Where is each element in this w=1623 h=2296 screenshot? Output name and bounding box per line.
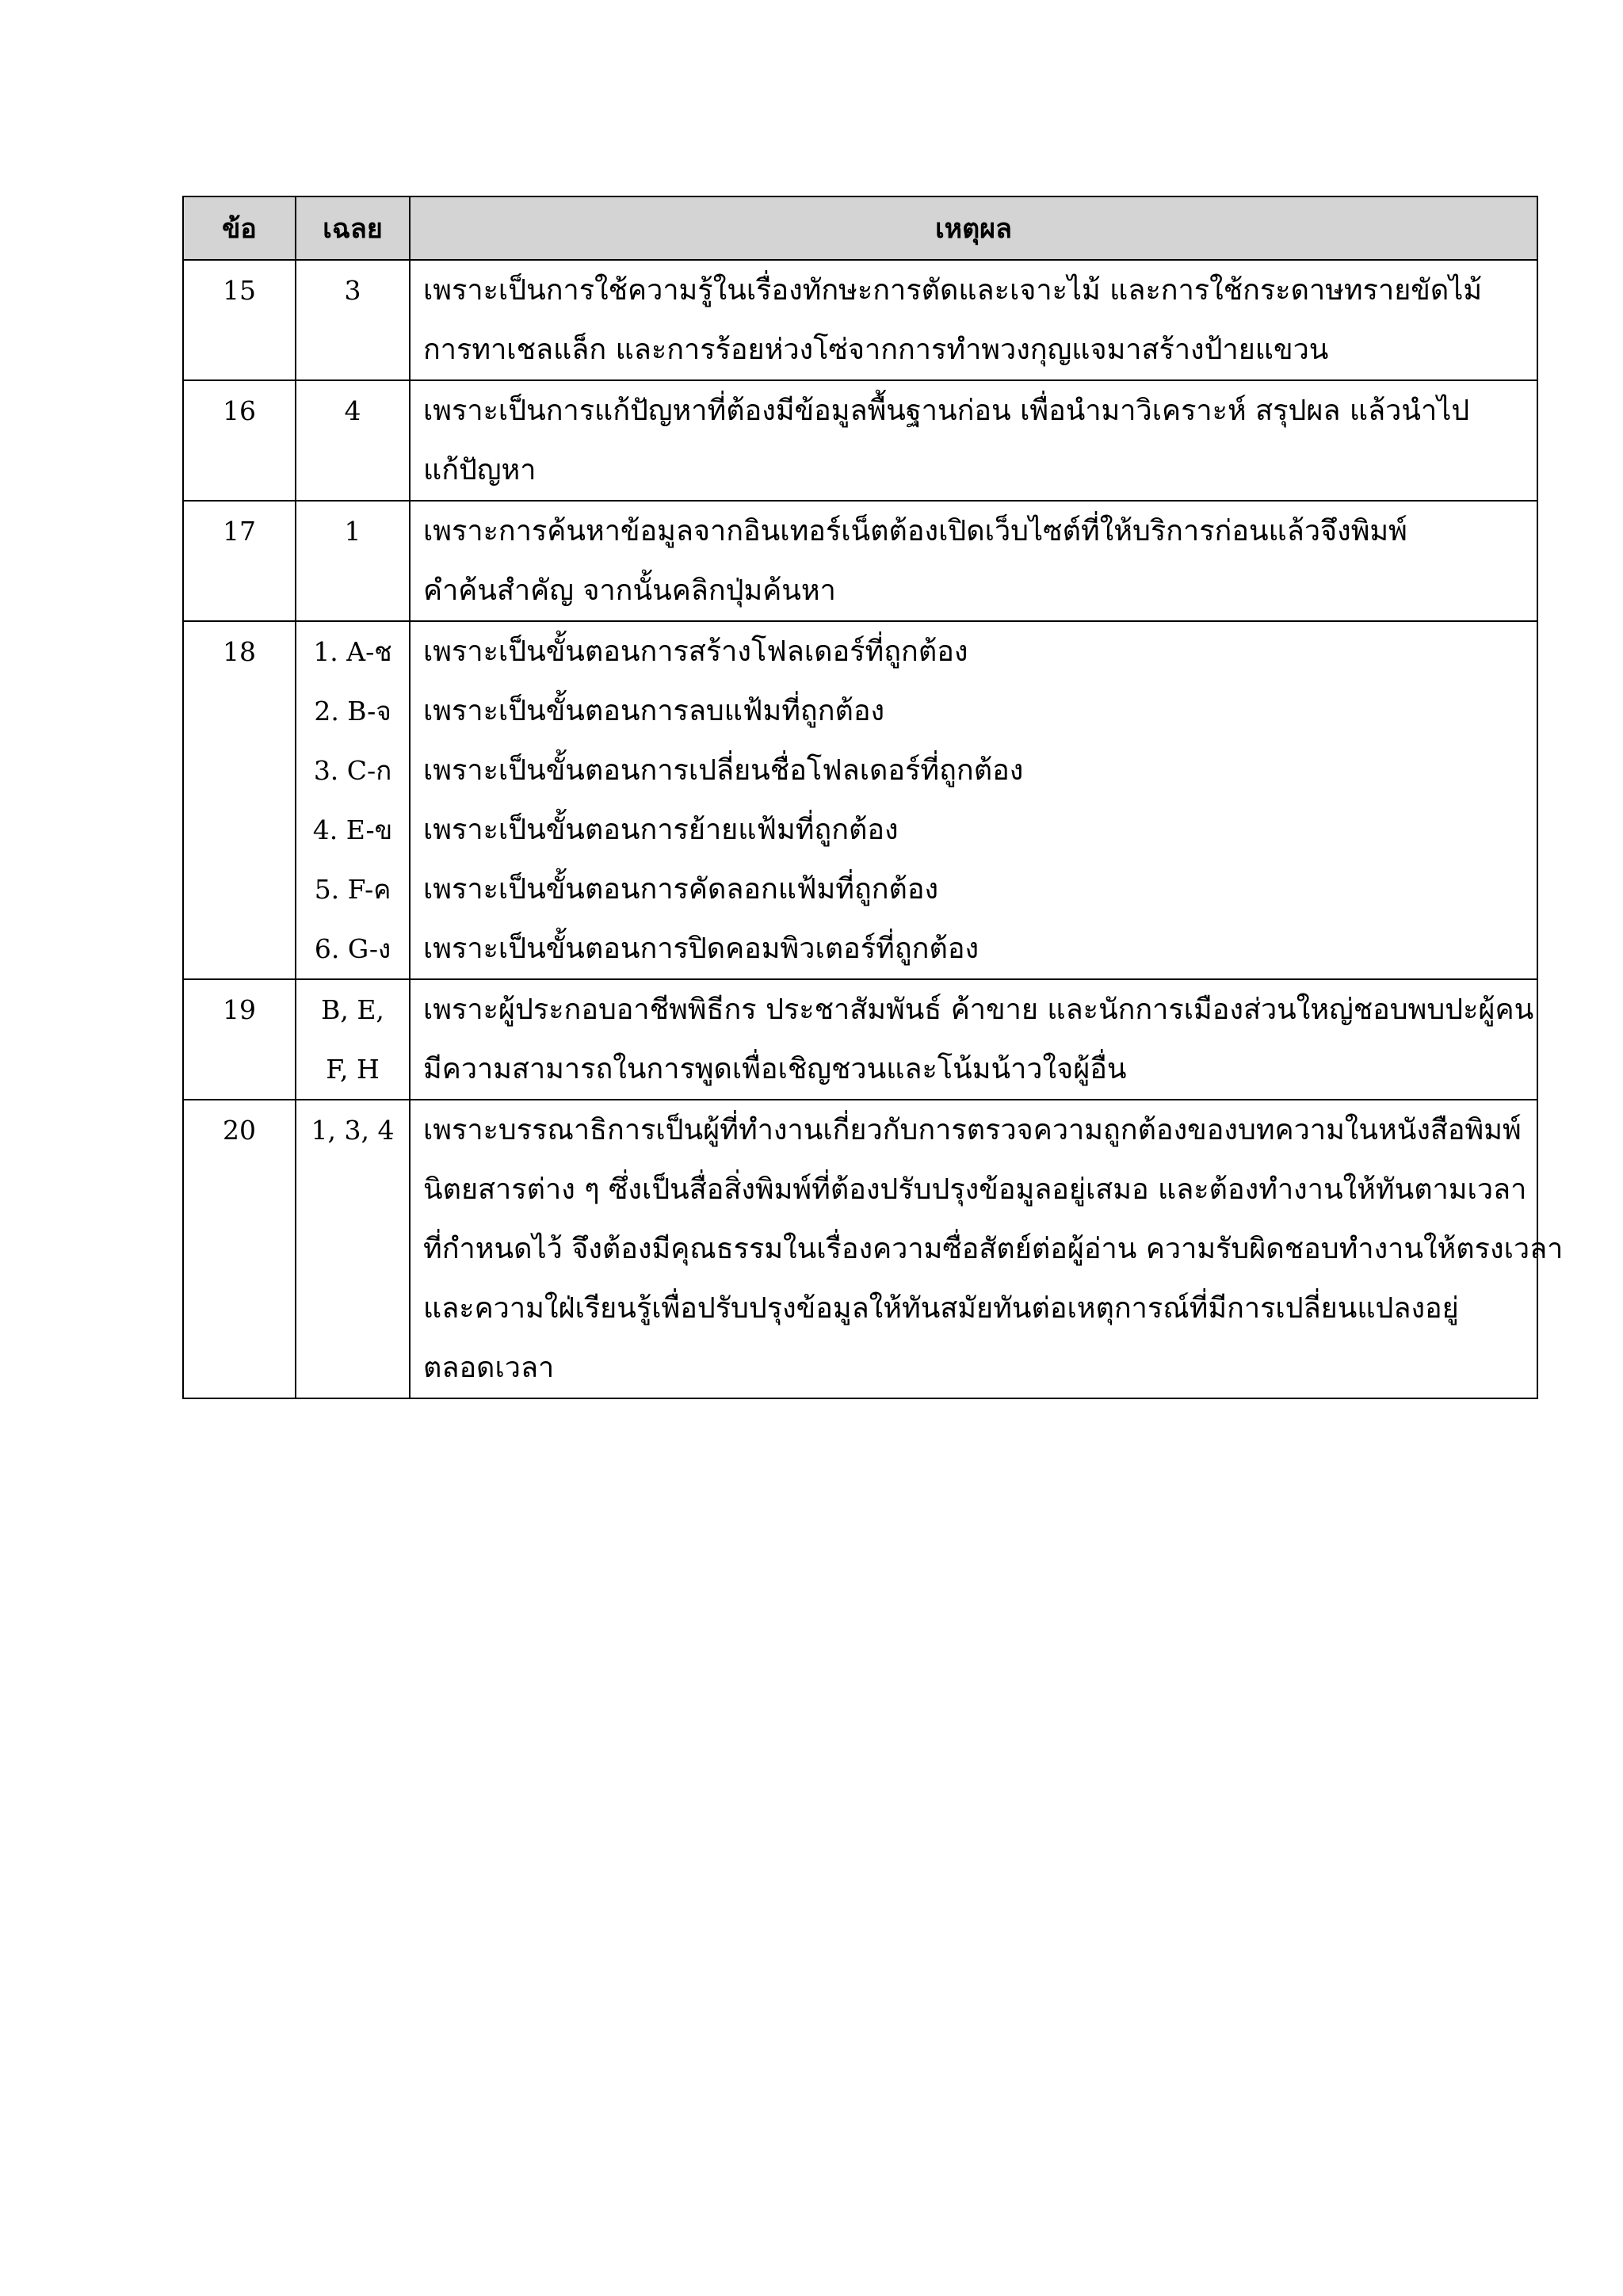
- reason-line: นิตยสารต่าง ๆ ซึ่งเป็นสื่อสิ่งพิมพ์ที่ต้องปรับปรุงข้อมูลอยู่เสมอ และต้องทำงานให้ทันตามเวลา: [423, 1173, 1527, 1206]
- reason-cell: [410, 380, 1537, 501]
- reason-cell: [410, 621, 1537, 979]
- answer-cell: [296, 380, 410, 501]
- reason-cell: [410, 501, 1537, 621]
- reason-line: คำค้นสำคัญ จากนั้นคลิกปุ่มค้นหา: [423, 574, 836, 607]
- reason-line: เพราะการค้นหาข้อมูลจากอินเทอร์เน็ตต้องเปิดเว็บไซต์ที่ให้บริการก่อนแล้วจึงพิมพ์: [423, 515, 1407, 547]
- header-no: ข้อ: [183, 196, 296, 260]
- reason-line: และความใฝ่เรียนรู้เพื่อปรับปรุงข้อมูลให้ทันสมัยทันต่อเหตุการณ์ที่มีการเปลี่ยนแปลงอยู่: [423, 1292, 1459, 1325]
- table-row: [183, 380, 1537, 501]
- reason-line: เพราะเป็นขั้นตอนการลบแฟ้มที่ถูกต้อง: [423, 695, 885, 727]
- question-number-cell: [183, 260, 296, 380]
- reason-line: เพราะเป็นขั้นตอนการเปลี่ยนชื่อโฟลเดอร์ที่ถูกต้อง: [423, 754, 1024, 787]
- reason-line: เพราะเป็นขั้นตอนการย้ายแฟ้มที่ถูกต้อง: [423, 814, 899, 846]
- answer-line: 1. A-ช: [313, 636, 392, 667]
- reason-line: เพราะเป็นการใช้ความรู้ในเรื่องทักษะการตัดและเจาะไม้ และการใช้กระดาษทรายขัดไม้: [423, 274, 1483, 307]
- table-row: [183, 621, 1537, 979]
- answer-line: 4. E-ข: [312, 814, 393, 845]
- reason-line: แก้ปัญหา: [423, 454, 537, 486]
- answer-line: 3. C-ก: [313, 755, 392, 786]
- question-number-cell: [183, 1100, 296, 1398]
- header-answer: เฉลย: [296, 196, 410, 260]
- question-number-cell: [183, 501, 296, 621]
- question-number: 20: [223, 1115, 256, 1146]
- question-number-cell: [183, 380, 296, 501]
- question-number: 17: [223, 516, 256, 547]
- table-header-row: [183, 196, 1537, 260]
- answer-cell: [296, 260, 410, 380]
- reason-cell: [410, 1100, 1564, 1398]
- answer-line: 1, 3, 4: [311, 1115, 395, 1146]
- answer-cell: [296, 501, 410, 621]
- reason-line: เพราะผู้ประกอบอาชีพพิธีกร ประชาสัมพันธ์ ค้าขาย และนักการเมืองส่วนใหญ่ชอบพบปะผู้คน: [423, 994, 1534, 1026]
- reason-line: เพราะบรรณาธิการเป็นผู้ที่ทำงานเกี่ยวกับการตรวจความถูกต้องของบทความในหนังสือพิมพ์: [423, 1114, 1522, 1146]
- reason-line: เพราะเป็นการแก้ปัญหาที่ต้องมีข้อมูลพื้นฐานก่อน เพื่อนำมาวิเคราะห์ สรุปผล แล้วนำไป: [423, 395, 1470, 427]
- answer-cell: [296, 1100, 410, 1398]
- question-number: 18: [223, 636, 256, 667]
- reason-line: มีความสามารถในการพูดเพื่อเชิญชวนและโน้มน้าวใจผู้อื่น: [423, 1053, 1127, 1085]
- reason-line: เพราะเป็นขั้นตอนการคัดลอกแฟ้มที่ถูกต้อง: [423, 873, 939, 906]
- answer-cell: [296, 979, 410, 1100]
- table-row: [183, 979, 1537, 1100]
- answer-line: 1: [344, 516, 361, 547]
- header-reason: เหตุผล: [410, 196, 1537, 260]
- reason-line: ที่กำหนดไว้ จึงต้องมีคุณธรรมในเรื่องความซื่อสัตย์ต่อผู้อ่าน ความรับผิดชอบทำงานให้ตรงเวลา: [423, 1233, 1564, 1265]
- question-number: 19: [223, 994, 256, 1025]
- answer-line: 5. F-ค: [314, 874, 391, 905]
- reason-cell: [410, 260, 1537, 380]
- answer-cell: [296, 621, 410, 979]
- reason-line: เพราะเป็นขั้นตอนการสร้างโฟลเดอร์ที่ถูกต้อง: [423, 635, 968, 668]
- reason-line: เพราะเป็นขั้นตอนการปิดคอมพิวเตอร์ที่ถูกต้อง: [423, 933, 980, 965]
- question-number: 15: [223, 275, 256, 306]
- answer-line: 4: [344, 395, 361, 426]
- answer-line: 3: [344, 275, 361, 306]
- answer-line: 2. B-จ: [314, 696, 391, 727]
- answer-line: B, E,: [321, 994, 384, 1025]
- table-body: [183, 260, 1564, 1398]
- answer-key-table: [182, 196, 1564, 1399]
- answer-line: 6. G-ง: [314, 933, 391, 964]
- question-number: 16: [223, 395, 256, 426]
- answer-line: F, H: [326, 1054, 380, 1085]
- question-number-cell: [183, 979, 296, 1100]
- reason-line: การทาเชลแล็ก และการร้อยห่วงโซ่จากการทำพวงกุญแจมาสร้างป้ายแขวน: [423, 334, 1329, 366]
- table-row: [183, 1100, 1537, 1398]
- table-row: [183, 260, 1537, 380]
- table-row: [183, 501, 1537, 621]
- reason-line: ตลอดเวลา: [423, 1352, 555, 1384]
- question-number-cell: [183, 621, 296, 979]
- reason-cell: [410, 979, 1537, 1100]
